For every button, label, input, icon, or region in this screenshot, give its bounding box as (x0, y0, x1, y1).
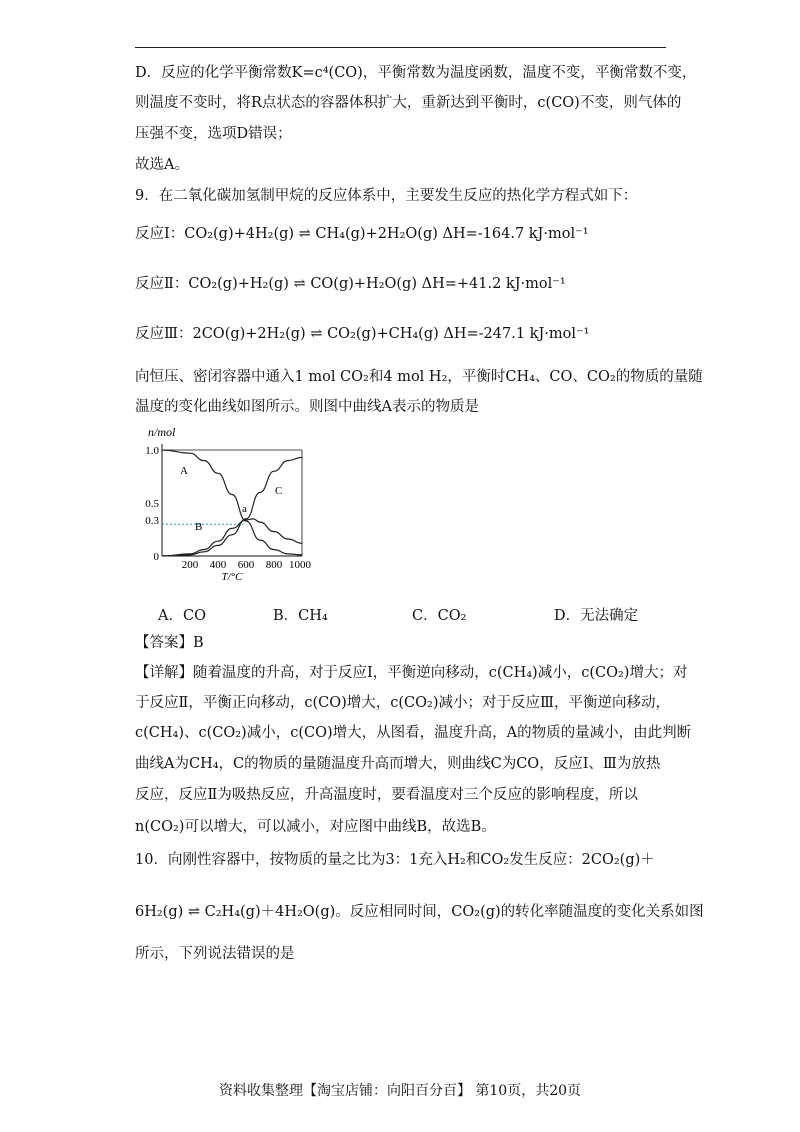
x-tick-label: 1000 (289, 559, 311, 571)
curve-B-label: B (195, 521, 203, 533)
y-tick-label: 0 (153, 551, 159, 563)
explanation-line: 于反应Ⅱ，平衡正向移动，c(CO)增大，c(CO₂)减小；对于反应Ⅲ，平衡逆向移动， (135, 695, 670, 711)
question-10-stem: 所示，下列说法错误的是 (135, 946, 295, 962)
x-tick-label: 200 (181, 559, 199, 571)
curve-C-label: C (275, 485, 283, 497)
explanation-line: n(CO₂)可以增大，可以减小，对应图中曲线B，故选B。 (135, 819, 496, 835)
option-d: D．无法确定 (554, 608, 639, 624)
option-a: A．CO (158, 608, 206, 624)
x-tick-label: 400 (209, 559, 227, 571)
question-10-stem: 6H₂(g) ⇌ C₂H₄(g)＋4H₂O(g)。反应相同时间，CO₂(g)的转化率随温度的变化关系如图 (135, 904, 704, 920)
question-10-stem: 10．向刚性容器中，按物质的量之比为3：1充入H₂和CO₂发生反应：2CO₂(g)＋ (135, 852, 655, 868)
x-axis-label: T/°C (221, 571, 243, 583)
text-line: 故选A。 (135, 157, 189, 173)
answer-line: 【答案】B (135, 635, 204, 651)
top-rule (135, 47, 666, 48)
explanation-line: 【详解】随着温度的升高，对于反应Ⅰ，平衡逆向移动，c(CH₄)减小，c(CO₂)增大；对 (135, 665, 688, 681)
explanation-line: c(CH₄)、c(CO₂)减小，c(CO)增大，从图看，温度升高，A的物质的量减小，由此判断 (135, 725, 692, 741)
curve-A-label: A (180, 465, 188, 477)
text-line: 温度的变化曲线如图所示。则图中曲线A表示的物质是 (135, 399, 479, 415)
y-tick-label: 0.5 (145, 498, 159, 510)
text-line: 则温度不变时，将R点状态的容器体积扩大，重新达到平衡时，c(CO)不变，则气体的 (135, 95, 682, 111)
reaction-3: 反应Ⅲ：2CO(g)+2H₂(g) ⇌ CO₂(g)+CH₄(g) ΔH=-247.1 kJ·mol⁻¹ (135, 326, 590, 342)
equilibrium-chart (140, 422, 320, 590)
text-line: 压强不变，选项D错误； (135, 126, 292, 142)
text-line: 向恒压、密闭容器中通入1 mol CO₂和4 mol H₂，平衡时CH₄、CO、CO₂的物质的量随 (135, 369, 703, 385)
y-tick-label: 0.3 (145, 515, 159, 527)
reaction-1: 反应Ⅰ：CO₂(g)+4H₂(g) ⇌ CH₄(g)+2H₂O(g) ΔH=-164.7 kJ·mol⁻¹ (135, 226, 589, 242)
text-line: D．反应的化学平衡常数K=c⁴(CO)，平衡常数为温度函数，温度不变，平衡常数不变， (135, 65, 697, 81)
x-tick-label: 800 (265, 559, 283, 571)
option-b: B．CH₄ (273, 608, 328, 624)
page-footer: 资料收集整理【淘宝店铺：向阳百分百】 第10页，共20页 (218, 1083, 582, 1099)
y-tick-label: 1.0 (145, 445, 159, 457)
option-c: C．CO₂ (412, 608, 467, 624)
question-9-stem: 9．在二氧化碳加氢制甲烷的反应体系中，主要发生反应的热化学方程式如下： (135, 188, 638, 204)
intersection-label: a (242, 503, 247, 515)
explanation-line: 反应，反应Ⅱ为吸热反应，升高温度时，要看温度对三个反应的影响程度，所以 (135, 787, 638, 803)
y-axis-label: n/mol (148, 425, 176, 439)
explanation-line: 曲线A为CH₄，C的物质的量随温度升高而增大，则曲线C为CO，反应Ⅰ、Ⅲ为放热 (135, 756, 661, 772)
reaction-2: 反应Ⅱ：CO₂(g)+H₂(g) ⇌ CO(g)+H₂O(g) ΔH=+41.2 kJ·mol⁻¹ (135, 276, 566, 292)
x-tick-label: 600 (237, 559, 255, 571)
